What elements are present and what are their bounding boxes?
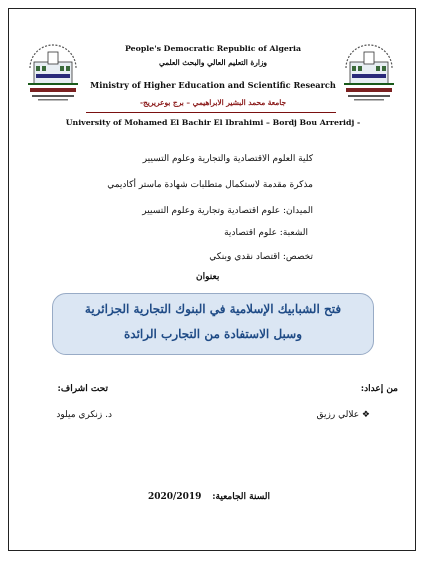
academic-year-label: السنة الجامعية: [212, 492, 270, 502]
under-title-label: بعنوان [196, 272, 220, 282]
branch-line: الشعبة: علوم اقتصادية [224, 228, 308, 238]
ministry-arabic: وزارة التعليم العالي والبحث العلمي [158, 58, 268, 67]
university-english: University of Mohamed El Bachir El Ibrahimi – Bordj Bou Arreridj - [65, 118, 361, 127]
field-line: الميدان: علوم اقتصادية وتجارية وعلوم التسيير [142, 206, 313, 216]
supervisor-name: د. زنكري ميلود [56, 410, 112, 420]
header-divider [86, 112, 336, 113]
prepared-by-label: من إعداد: [360, 384, 398, 394]
faculty-line: كلية العلوم الاقتصادية والتجارية وعلوم التسيير [142, 154, 313, 164]
university-arabic: جامعة محمد البشير الابراهيمي – برج بوعريريج- [139, 98, 287, 107]
specialty-line: تخصص: اقتصاد نقدي وبنكي [209, 252, 313, 262]
ministry-english: Ministry of Higher Education and Scientific Research [90, 80, 336, 90]
academic-year-value: 2020/2019 [148, 492, 202, 502]
thesis-title-line-1: فتح الشبابيك الإسلامية في البنوك التجارية الجزائرية [84, 302, 342, 316]
thesis-title-line-2: وسبل الاستفادة من التجارب الرائدة [123, 327, 303, 341]
memo-line: مذكرة مقدمة لاستكمال متطلبات شهادة ماستر أكاديمي [107, 180, 313, 190]
republic-heading: People's Democratic Republic of Algeria [125, 44, 301, 53]
student-name: ❖ علالي رزيق [316, 410, 370, 420]
supervised-by-label: تحت اشراف: [57, 384, 108, 394]
